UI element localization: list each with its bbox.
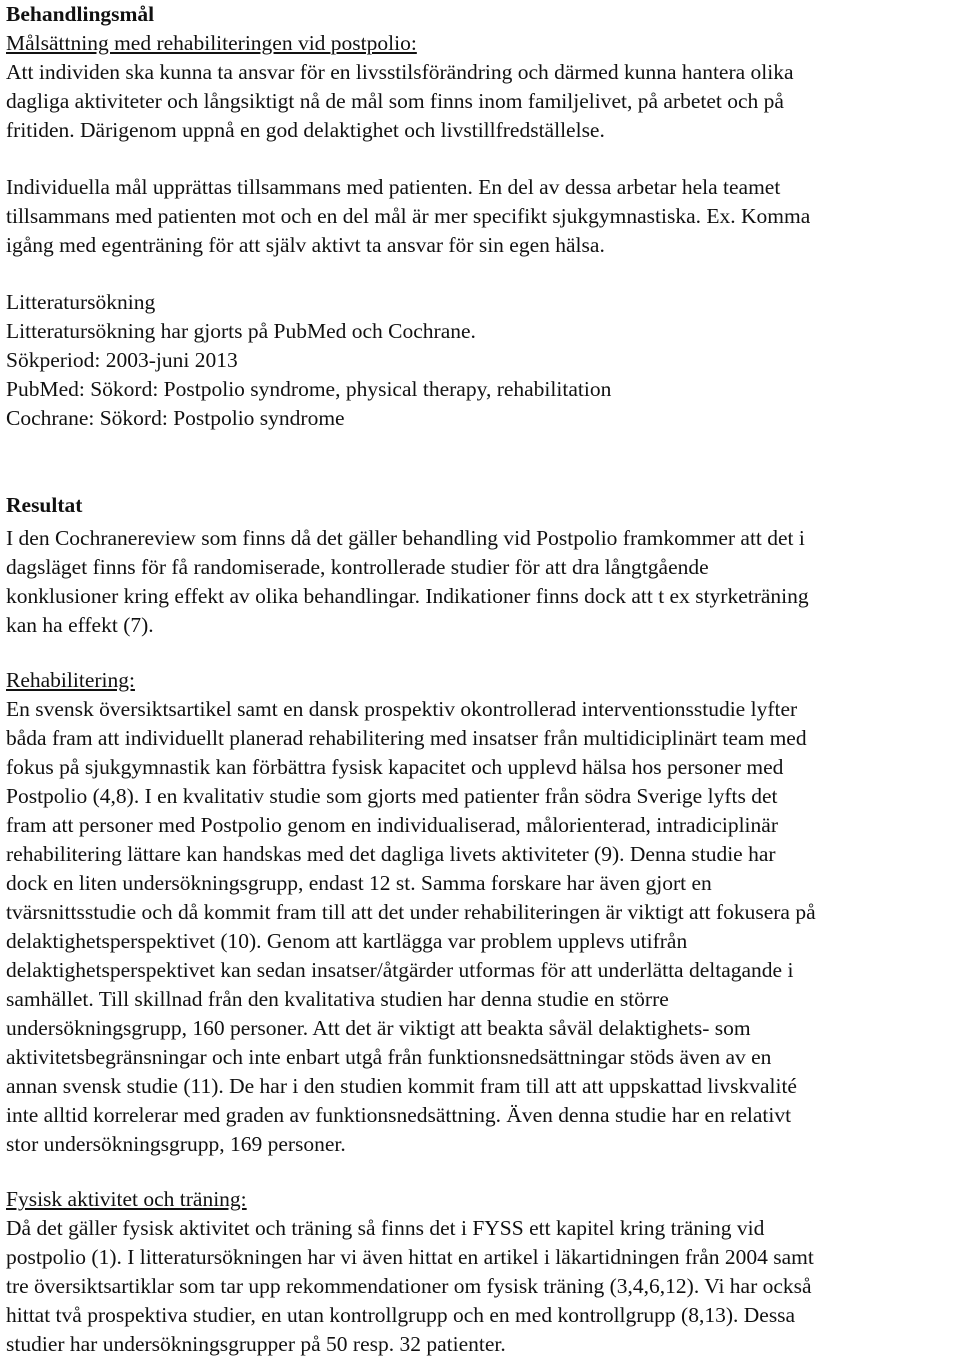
text-line: rehabilitering lättare kan handskas med det dagliga livets aktiviteter (9). Denna studie har (6, 842, 776, 866)
text-line: tvärsnittsstudie och då kommit fram till att det under rehabiliteringen är viktigt att fokusera på (6, 900, 816, 924)
text-line: konklusioner kring effekt av olika behandlingar. Indikationer finns dock att t ex styrketräning (6, 584, 809, 608)
heading-rehabilitering: Rehabilitering: (6, 668, 135, 692)
text-line: PubMed: Sökord: Postpolio syndrome, physical therapy, rehabilitation (6, 377, 612, 401)
text-line: Då det gäller fysisk aktivitet och träning så finns det i FYSS ett kapitel kring träning vid (6, 1216, 765, 1240)
text-line: igång med egenträning för att själv aktivt ta ansvar för sin egen hälsa. (6, 233, 605, 257)
text-line: Litteratursökning har gjorts på PubMed och Cochrane. (6, 319, 476, 343)
text-line: dagsläget finns för få randomiserade, kontrollerade studier för att dra långtgående (6, 555, 709, 579)
text-line: delaktighetsperspektivet (10). Genom att kartlägga var problem upplevs utifrån (6, 929, 688, 953)
text-line: studier har undersökningsgrupper på 50 resp. 32 patienter. (6, 1332, 506, 1356)
subheading-malsattning: Målsättning med rehabiliteringen vid postpolio: (6, 31, 417, 55)
section-litteratursokning (6, 288, 956, 433)
heading-behandlingsmal: Behandlingsmål (6, 2, 155, 26)
heading-fysisk-aktivitet: Fysisk aktivitet och träning: (6, 1187, 247, 1211)
text-line: Individuella mål upprättas tillsammans med patienten. En del av dessa arbetar hela teamet (6, 175, 781, 199)
text-line: hittat två prospektiva studier, en utan kontrollgrupp och en med kontrollgrupp (8,13). Dessa (6, 1303, 796, 1327)
text-line: fokus på sjukgymnastik kan förbättra fysisk kapacitet och upplevd hälsa hos personer med (6, 755, 784, 779)
text-line: dock en liten undersökningsgrupp, endast 12 st. Samma forskare har även gjort en (6, 871, 712, 895)
text-line: Att individen ska kunna ta ansvar för en livsstilsförändring och därmed kunna hantera olika (6, 60, 794, 84)
text-line: inte alltid korrelerar med graden av funktionsnedsättning. Även denna studie har en relativt (6, 1103, 792, 1127)
text-line: tre översiktsartiklar som tar upp rekommendationer om fysisk träning (3,4,6,12). Vi har också (6, 1274, 812, 1298)
heading-litteratursokning: Litteratursökning (6, 290, 156, 314)
text-line: båda fram att individuellt planerad rehabilitering med insatser från multidiciplinärt team med (6, 726, 807, 750)
text-line: postpolio (1). I litteratursökningen har vi även hittat en artikel i läkartidningen från 2004 samt (6, 1245, 814, 1269)
heading-resultat: Resultat (6, 493, 83, 517)
section-fysisk-aktivitet (6, 1185, 956, 1359)
text-line: delaktighetsperspektivet kan sedan insatser/åtgärder utformas för att underlätta deltagande i (6, 958, 794, 982)
text-line: fram att personer med Postpolio genom en individualiserad, målorienterad, intradiciplinär (6, 813, 778, 837)
text-line: tillsammans med patienten mot och en del mål är mer specifikt sjukgymnastiska. Ex. Komma (6, 204, 811, 228)
text-line: Sökperiod: 2003-juni 2013 (6, 348, 238, 372)
text-line: undersökningsgrupp, 160 personer. Att det är viktigt att beakta såväl delaktighets- som (6, 1016, 751, 1040)
paragraph-individuella-mal (6, 173, 956, 260)
section-resultat (6, 491, 956, 640)
text-line: dagliga aktiviteter och långsiktigt nå de mål som finns inom familjelivet, på arbetet och på (6, 89, 784, 113)
text-line: annan svensk studie (11). De har i den studien kommit fram till att att uppskattad livskvalité (6, 1074, 797, 1098)
text-line: aktivitetsbegränsningar och inte enbart utgå från funktionsnedsättningar stöds även av en (6, 1045, 772, 1069)
section-behandlingsmal (6, 0, 956, 260)
text-line: samhället. Till skillnad från den kvalitativa studien har denna studie en större (6, 987, 669, 1011)
text-line: I den Cochranereview som finns då det gäller behandling vid Postpolio framkommer att det i (6, 526, 805, 550)
text-line: Postpolio (4,8). I en kvalitativ studie som gjorts med patienter från södra Sverige lyfts det (6, 784, 778, 808)
text-line: fritiden. Därigenom uppnå en god delaktighet och livstillfredställelse. (6, 118, 605, 142)
text-line: stor undersökningsgrupp, 169 personer. (6, 1132, 346, 1156)
text-line: En svensk översiktsartikel samt en dansk prospektiv okontrollerad interventionsstudie lyfter (6, 697, 798, 721)
text-line: kan ha effekt (7). (6, 613, 154, 637)
text-line: Cochrane: Sökord: Postpolio syndrome (6, 406, 345, 430)
section-rehabilitering (6, 666, 956, 1159)
